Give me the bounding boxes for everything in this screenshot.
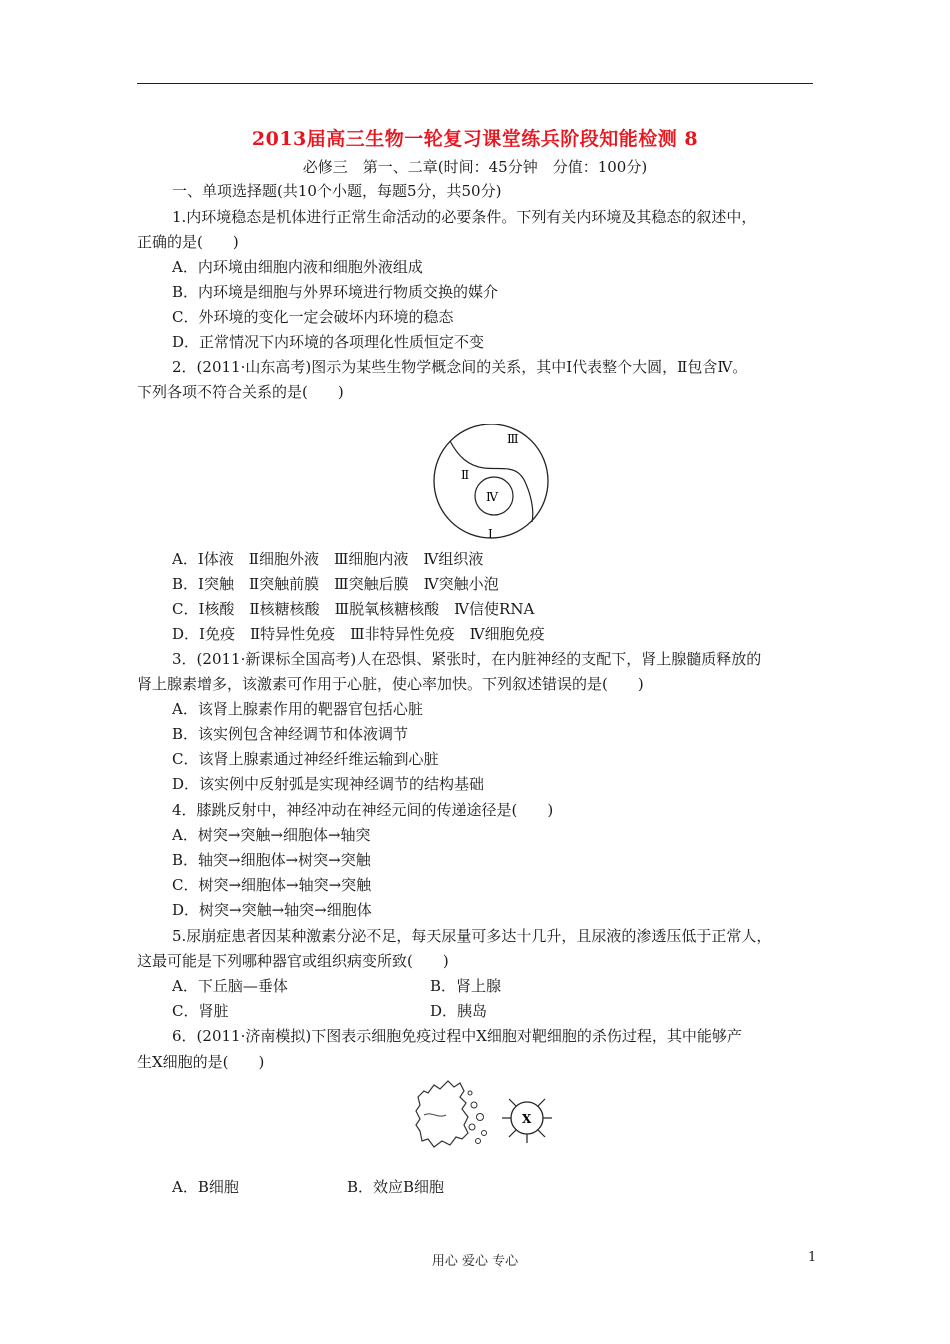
question-2-option-b: B．Ⅰ突触 Ⅱ突触前膜 Ⅲ突触后膜 Ⅳ突触小泡	[172, 575, 499, 593]
question-5-option-c: C．肾脏	[172, 1002, 229, 1020]
target-cell-interior	[424, 1114, 446, 1116]
question-5-option-d: D．胰岛	[430, 1002, 488, 1020]
x-cell-spike	[509, 1130, 516, 1137]
question-3-stem: 3．(2011·新课标全国高考)人在恐惧、紧张时，在内脏神经的支配下，肾上腺髓质释放的	[172, 650, 762, 668]
question-1-option-c: C．外环境的变化一定会破坏内环境的稳态	[172, 308, 454, 326]
question-2-option-d: D．Ⅰ免疫 Ⅱ特异性免疫 Ⅲ非特异性免疫 Ⅳ细胞免疫	[172, 625, 545, 643]
label-iv: Ⅳ	[486, 490, 498, 504]
question-6-option-a: A．B细胞	[172, 1178, 239, 1196]
question-5-stem-cont: 这最可能是下列哪种器官或组织病变所致( )	[137, 952, 449, 970]
label-iii: Ⅲ	[507, 432, 519, 446]
header-rule	[137, 83, 813, 84]
question-4-option-c: C．树突→细胞体→轴突→突触	[172, 876, 372, 894]
question-4-option-d: D．树突→突触→轴突→细胞体	[172, 901, 372, 919]
question-2-stem: 2．(2011·山东高考)图示为某些生物学概念间的关系，其中Ⅰ代表整个大圆，Ⅱ包含Ⅳ。	[172, 358, 748, 376]
question-1-stem: 1.内环境稳态是机体进行正常生命活动的必要条件。下列有关内环境及其稳态的叙述中，	[172, 208, 757, 226]
concept-circle-diagram	[430, 424, 554, 544]
question-3-option-c: C．该肾上腺素通过神经纤维运输到心脏	[172, 750, 439, 768]
question-3-option-a: A．该肾上腺素作用的靶器官包括心脏	[172, 700, 423, 718]
debris-particle	[471, 1102, 477, 1108]
question-5-option-a: A．下丘脑—垂体	[172, 977, 288, 995]
cell-killing-diagram	[410, 1075, 560, 1155]
subtitle: 必修三 第一、二章(时间：45分钟 分值：100分)	[302, 158, 648, 176]
question-2-stem-cont: 下列各项不符合关系的是( )	[137, 383, 344, 401]
label-i: Ⅰ	[488, 527, 493, 541]
question-4-option-b: B．轴突→细胞体→树突→突触	[172, 851, 371, 869]
question-3-option-b: B．该实例包含神经调节和体液调节	[172, 725, 409, 743]
question-3-option-d: D．该实例中反射弧是实现神经调节的结构基础	[172, 775, 485, 793]
debris-particle	[468, 1091, 472, 1095]
question-1-option-a: A．内环境由细胞内液和细胞外液组成	[172, 258, 423, 276]
page-footer: 用心 爱心 专心	[431, 1254, 519, 1269]
question-4-stem: 4．膝跳反射中，神经冲动在神经元间的传递途径是( )	[172, 801, 554, 819]
target-cell-outline	[416, 1081, 468, 1147]
x-cell-spike	[538, 1099, 545, 1106]
question-4-option-a: A．树突→突触→细胞体→轴突	[172, 826, 371, 844]
question-1-option-b: B．内环境是细胞与外界环境进行物质交换的媒介	[172, 283, 499, 301]
question-6-stem-cont: 生X细胞的是( )	[137, 1053, 265, 1071]
debris-particle	[482, 1131, 487, 1136]
debris-particle	[476, 1139, 481, 1144]
section-heading: 一、单项选择题(共10个小题，每题5分，共50分)	[172, 182, 502, 200]
x-cell-label: X	[522, 1112, 532, 1126]
x-cell-spike	[509, 1099, 516, 1106]
question-1-stem-cont: 正确的是( )	[137, 233, 239, 251]
question-1-option-d: D．正常情况下内环境的各项理化性质恒定不变	[172, 333, 485, 351]
question-2-option-c: C．Ⅰ核酸 Ⅱ核糖核酸 Ⅲ脱氧核糖核酸 Ⅳ信使RNA	[172, 600, 535, 618]
question-5-option-b: B．肾上腺	[430, 977, 502, 995]
question-6-stem: 6．(2011·济南模拟)下图表示细胞免疫过程中X细胞对靶细胞的杀伤过程，其中能够产	[172, 1027, 742, 1045]
question-3-stem-cont: 肾上腺素增多，该激素可作用于心脏，使心率加快。下列叙述错误的是( )	[137, 675, 644, 693]
debris-particle	[469, 1124, 475, 1130]
question-6-option-b: B．效应B细胞	[347, 1178, 445, 1196]
question-5-stem: 5.尿崩症患者因某种激素分泌不足，每天尿量可多达十几升，且尿液的渗透压低于正常人，	[172, 927, 772, 945]
page-number: 1	[808, 1250, 817, 1265]
x-cell-spike	[538, 1130, 545, 1137]
document-title: 2013届高三生物一轮复习课堂练兵阶段知能检测 8	[251, 128, 699, 150]
outer-circle-i	[434, 424, 548, 538]
question-2-option-a: A．Ⅰ体液 Ⅱ细胞外液 Ⅲ细胞内液 Ⅳ组织液	[172, 550, 484, 568]
debris-particle	[477, 1114, 484, 1121]
label-ii: Ⅱ	[461, 468, 470, 482]
